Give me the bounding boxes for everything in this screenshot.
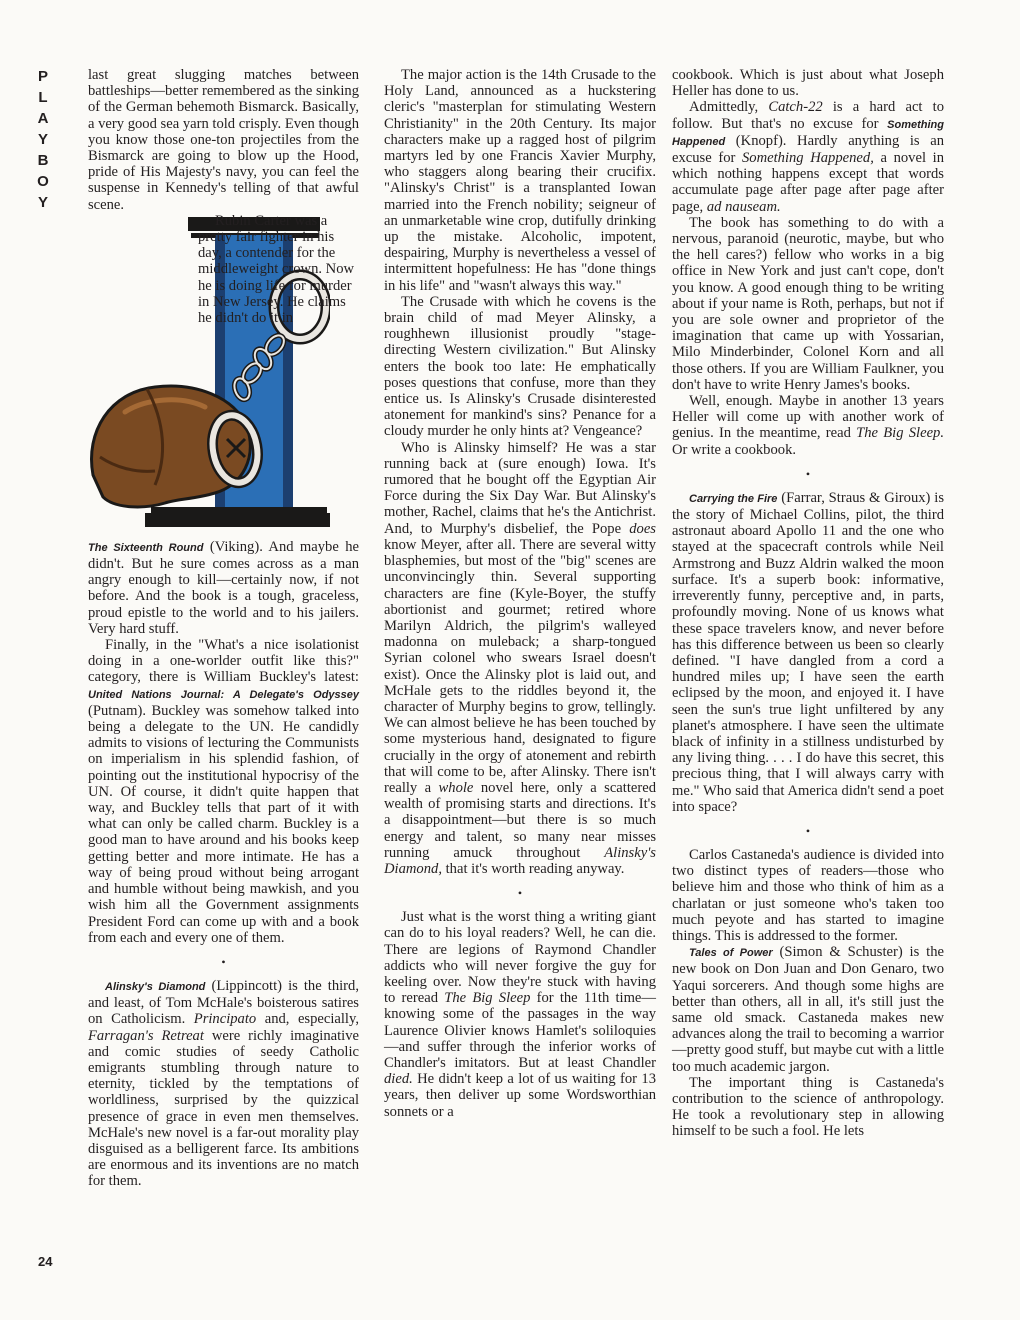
running-head-letter: Y — [37, 131, 48, 148]
book-title: Something Happened — [672, 118, 944, 148]
paragraph-text: is a hard act to follow. But that's no excuse for — [672, 99, 944, 132]
running-head-letter: O — [37, 173, 49, 190]
book-title: The Sixteenth Round — [88, 541, 204, 554]
paragraph-text: (Viking). And maybe he didn't. But he sure comes across as a man angry enough to kill—certainly now, if not before. And the book is a tough, graceless, proud epistle to the world and to his jailers. Very hard stuff. — [88, 538, 359, 637]
running-head — [32, 66, 54, 213]
italic-title: Catch-22 — [768, 99, 823, 116]
section-separator-bullet: • — [221, 954, 226, 969]
paragraph-text: Or write a cookbook. — [672, 441, 797, 458]
paragraph: The Crusade with which he covens is the brain child of mad Meyer Alinsky, a roughhewn illusionist proudly "stage-directing Western civilization." But Alinsky enters the book too late: He emphatically poses questions that confuse, more than they entice us. Is Alinsky's Crusade disinterested atonement for mankind's sins? Penance for a cloudy murder he only hints at? Vengeance? — [384, 293, 656, 440]
italic-word: whole — [438, 779, 474, 796]
italic-title: Alinsky's Diamond, — [384, 844, 656, 877]
paragraph-text: Who is Alinsky himself? He was a star running back at (sure enough) Iowa. It's rumored that he bought off the Egyptian Air Force during the Six Day War. But Alinsky's mother, Rachel, claims that he's the Antichrist. And, to Murphy's disbelief, the Pope — [384, 439, 656, 537]
paragraph: cookbook. Which is just about what Joseph Heller has done to us. — [672, 67, 944, 100]
paragraph — [672, 99, 944, 214]
italic-title: Something Happened, — [741, 150, 874, 167]
paragraph — [672, 944, 944, 1075]
paragraph-text: that it's worth reading anyway. — [441, 860, 625, 877]
paragraph-text: Admittedly, — [689, 99, 769, 116]
paragraph-text: Just what is the worst thing a writing giant can do to his loyal readers? Well, he can die. There are legions of Raymond Chandler addicts who will never forgive the guy for keeling over. Now they're stuck with having to reread — [384, 909, 656, 1007]
italic-title: Principato — [193, 1011, 257, 1028]
italic-word: died. — [384, 1071, 413, 1088]
paragraph: The important thing is Castaneda's contribution to the science of anthropology. He took a revolutionary step in allowing himself to be such a fool. He lets — [672, 1074, 944, 1140]
paragraph — [384, 440, 656, 877]
paragraph-text: Finally, in the "What's a nice isolationist doing in a one-worlder outfit like this?" category, there is William Buckley's latest: — [88, 637, 359, 686]
paragraph — [88, 637, 359, 946]
section-separator-bullet: • — [517, 886, 523, 901]
paragraph-text: and, especially, — [256, 1011, 359, 1028]
column-1 — [88, 67, 359, 1190]
italic-title: The Big Sleep. — [856, 425, 944, 442]
paragraph-text: novel here, only a scattered wealth of promising starts and directions. It's a disappointment—but there is so much energy and talent, so many near misses running amuck throughout — [384, 779, 656, 861]
paragraph: last great slugging matches between battleships—better remembered as the sinking of the German behemoth Bismarck. Basically, a very good sea yarn told crisply. Even though you know those one-ton projectiles from the Bismarck are going to blow up the Hood, pride of His Majesty's navy, you can feel the suspense in Kennedy's telling of that awful scene. — [88, 67, 359, 213]
paragraph: The major action is the 14th Crusade to the Holy Land, announced as a huckstering cleric's "masterplan for stimulating Western Christianity" in the 20th Century. Its major characters make up a ragged host of pilgrim martyrs led by one Francis Xavier Murphy, who staggers along bearing their crucifix. "Alinsky's Christ" is a transplanted Iowan married into the French nobility; seigneur of an unmarketable wine crop, dutifully drinking up the mistake. Alcoholic, impotent, despairing, Murphy is nevertheless a vessel of intermittent hopefulness: He has "done things in his life" and "wasn't always this way." — [384, 67, 656, 294]
paragraph-text: (Putnam). Buckley was somehow talked into being a delegate to the UN. He candidly admits to visions of lecturing the Communists on imperialism in his splendid fashion, of pointing out the institutional hypocrisy of the UN. Of course, it didn't quite happen that way, and Buckley tells that part of it with what can only be called charm. Buckley is a good man to have around and his books keep getting better and more intimate. He has a way of being proud without being arrogant and humble without being mawkish, and you wish him all the Government assignments President Ford can come up with and a book from each and every one of them. — [88, 702, 359, 946]
paragraph-text: (Lippincott) is the third, and least, of Tom McHale's boisterous satires on Catholicism. — [88, 977, 359, 1028]
book-title: Tales of Power — [689, 947, 773, 960]
italic-word: ad nauseam. — [706, 198, 781, 215]
section-separator-bullet: • — [805, 466, 811, 481]
paragraph-text: were richly imaginative and comic studies of seedy Catholic emigrants stumbling through nature to eternity, tickled by the temptations of worldliness, surprised by the quizzical presence of grace in even men themselves. McHale's new novel is a far-out morality play disguised as a belligerent farce. Its ambitions are enormous and its inventions are no match for them. — [88, 1027, 359, 1190]
paragraph — [384, 909, 656, 1120]
paragraph-text: Rubin Carter was a pretty fair fighter in his day, a contender for the middleweight crown. Now he is doing life for murder in New Jersey. He claims he didn't do it in — [198, 212, 355, 327]
column-2 — [384, 67, 656, 1120]
page-number: 24 — [38, 1254, 53, 1269]
book-title: Alinsky's Diamond — [105, 980, 206, 993]
paragraph-text: for the 11th time—knowing some of the passages in the way Laurence Olivier knows Hamlet's soliloquies—and suffer through the inferior works of Chandler's imitators. But at least Chandler — [384, 990, 656, 1071]
book-title: United Nations Journal: A Delegate's Odyssey — [88, 688, 359, 701]
italic-word: does — [629, 520, 656, 537]
running-head-letter: B — [37, 152, 49, 169]
paragraph-text: know Meyer, after all. There are several witty blasphemies, but most of the "big" scenes are unconvincingly thin. Several supporting characters are fine (Kyle-Boyer, the stuffy abortionist and gourmet; retired whore Marilyn Aldrich, the pilgrim's walleyed madonna on muleback; a sharp-tongued Syrian colonel who swears Israel doesn't exist). Once the Alinsky plot is laid out, and McHale gets to the riddles beyond it, the character of Murphy begins to grow, tellingly. We can almost believe he has been touched by some mysterious hand, designated to figure crucially in the orgy of atonement and rebirth that will come to be, after Alinsky. There isn't really a — [384, 536, 656, 796]
paragraph — [672, 490, 944, 815]
running-head-letter: P — [37, 68, 48, 85]
italic-title: Farragan's Retreat — [88, 1027, 204, 1044]
paragraph-text: Well, enough. Maybe in another 13 years Heller will come up with another work of genius. In the meantime, read — [672, 393, 944, 442]
running-head-letter: A — [37, 110, 49, 127]
paragraph-text: (Knopf). Hardly anything is an excuse for — [672, 132, 944, 167]
paragraph: Carlos Castaneda's audience is divided into two distinct types of readers—those who believe him and those who think of him as a charlatan or just someone who's taken too much peyote and has started to imagine things. This is addressed to the former. — [672, 846, 944, 944]
section-separator-bullet: • — [805, 823, 811, 838]
italic-title: The Big Sleep — [444, 990, 531, 1007]
paragraph — [88, 978, 359, 1190]
paragraph — [672, 393, 944, 458]
paragraph: The book has something to do with a nervous, paranoid (neurotic, maybe, but who the hell cares?) fellow who works in a big office in New York and just can't cope, don't you know. A good enough thing to be writing about if your name is Roth, perhaps, but not if you are sole owner and proprietor of the imagination that came up with Yossarian, Milo Minderbinder, Colonel Korn and all those others. If you are William Faulkner, you don't have to write Henry James's books. — [672, 214, 944, 393]
paragraph-text: He didn't keep a lot of us waiting for 13 years, then deliver up some Wordsworthian sonnets or a — [384, 1071, 656, 1120]
running-head-letter: L — [38, 89, 48, 106]
paragraph-text: (Simon & Schuster) is the new book on Don Juan and Don Genaro, two Yaqui sorcerers. And though some highs are better than others, all in all, it's still just the same old smack. Castaneda makes new advances along the trail to becoming a warrior—pretty good stuff, but maybe cut with a little too much academic jargon. — [672, 944, 944, 1075]
column-3 — [672, 67, 944, 1140]
paragraph — [88, 539, 359, 637]
paragraph-text: (Farrar, Straus & Giroux) is the story of Michael Collins, pilot, the third astronaut aboard Apollo 11 and the one who stayed at the spacecraft controls while Neil Armstrong and Buzz Aldrin walked the moon surface. It's a superb book: informative, irreverently funny, perceptive and, in parts, profoundly moving. None of us knows what these space travelers know, and never before has this difference between us been so clearly defined. "I have dangled from a cord a hundred miles up; I have seen the earth eclipsed by the moon, and enjoyed it. I have seen the sun's true light unfiltered by any planet's atmosphere. I have seen the ultimate black of infinity in a stillness undisturbed by any living thing. . . . I do have this secret, this precious thing, that I will always carry with me." Who said that America didn't send a poet into space? — [672, 489, 944, 815]
running-head-letter: Y — [37, 194, 48, 211]
paragraph-text: a novel in which nothing happens except that words accumulate page after page after page after page, — [672, 150, 944, 215]
book-title: Carrying the Fire — [689, 492, 778, 505]
